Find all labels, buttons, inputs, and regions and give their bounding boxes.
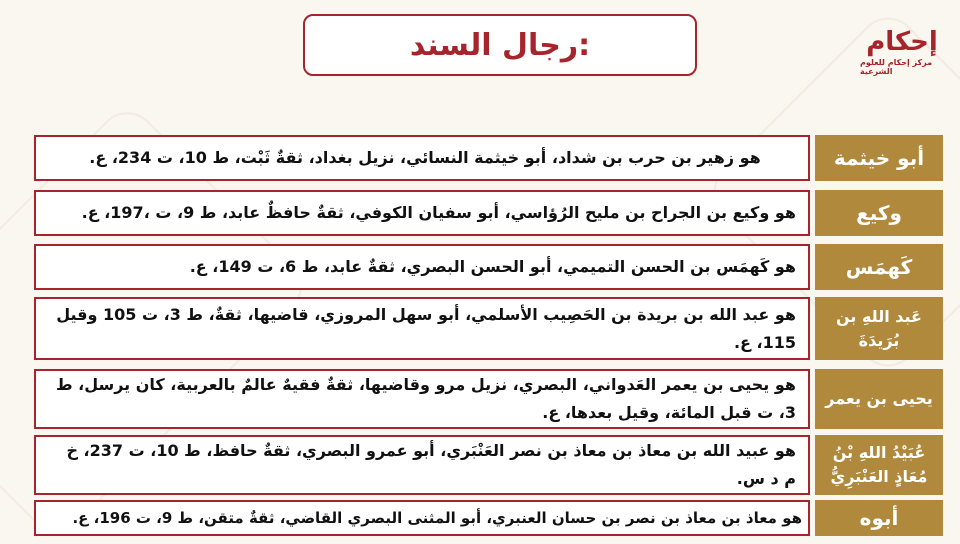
slide-title	[303, 14, 697, 76]
logo	[860, 24, 944, 94]
narrator-description: هو وكيع بن الجراح بن مليح الرُؤاسي، أبو سفيان الكوفي، ثقةٌ حافظٌ عابد، ط 9، ت ،197، ع.	[34, 190, 810, 236]
narrator-description: هو يحيى بن يعمر العَدواني، البصري، نزيل مرو وقاضيها، ثقةٌ فقيهٌ عالمٌ بالعربية، كان يرسل، ط 3، ت قبل المائة، وقيل بعدها، ع.	[34, 369, 810, 429]
narrator-name: يحيى بن يعمر	[815, 369, 943, 429]
narrator-row	[34, 369, 943, 429]
narrator-description: هو معاذ بن معاذ بن نصر بن حسان العنبري، أبو المثنى البصري القاضي، ثقةٌ متقن، ط 9، ت 196، ع.	[34, 500, 810, 536]
narrator-description: هو زهير بن حرب بن شداد، أبو خيثمة النسائي، نزيل بغداد، ثقةٌ ثَبْت، ط 10، ت 234، ع.	[34, 135, 810, 181]
logo-wordmark: إحكام	[866, 27, 938, 57]
narrator-row	[34, 297, 943, 360]
narrator-row	[34, 435, 943, 495]
narrator-row	[34, 244, 943, 290]
narrator-row	[34, 135, 943, 181]
slide-title-text: رجال السند:	[409, 27, 591, 63]
logo-subtitle: مركز إحكام للعلوم الشرعية	[860, 58, 933, 76]
narrator-description: هو كَهمَس بن الحسن التميمي، أبو الحسن البصري، ثقةٌ عابد، ط 6، ت 149، ع.	[34, 244, 810, 290]
narrator-name: أبوه	[815, 500, 943, 536]
narrator-name: عُبَيْدُ اللهِ بْنُ مُعَاذٍ العَنْبَرِيُّ	[815, 435, 943, 495]
narrator-row	[34, 500, 943, 536]
narrator-description: هو عبيد الله بن معاذ بن معاذ بن نصر العَنْبَري، أبو عمرو البصري، ثقةٌ حافظ، ط 10، ت 237، خ م د س.	[34, 435, 810, 495]
narrator-row	[34, 190, 943, 236]
narrator-name: كَهمَس	[815, 244, 943, 290]
narrator-description: هو عبد الله بن بريدة بن الحَصِيب الأسلمي، أبو سهل المروزي، قاضيها، ثقةٌ، ط 3، ت 105 وقيل 115، ع.	[34, 297, 810, 360]
narrator-name: وكيع	[815, 190, 943, 236]
narrator-name: عَبد اللهِ بن بُرَيدَةَ	[815, 297, 943, 360]
narrator-name: أبو خيثمة	[815, 135, 943, 181]
